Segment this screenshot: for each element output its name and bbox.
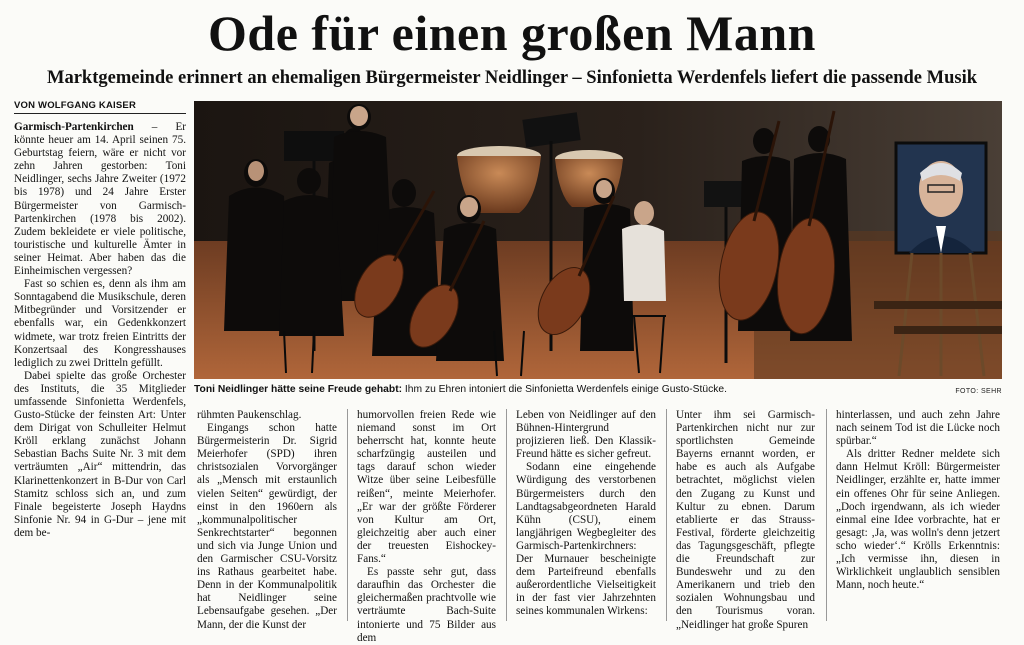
paragraph: Fast so schien es, denn als ihm am Sonntagabend die Musikschule, deren Mitbegründer und Vorsitzender er ebenfalls war, ein Gedenkkonzert widmete, war trotz freien Eintritts der Konzertsaal des Kongresshauses lediglich zu zwei Dritteln gefüllt. <box>14 278 186 369</box>
article-column-1 <box>14 121 186 621</box>
paragraph: – Er könnte heuer am 14. April seinen 75. Geburtstag feiern, wäre er nicht vor zehn Jahren gestorben: Toni Neidlinger, sechs Jahre Zweiter (1972 bis 1978) und 24 Jahre Erster Bürgermeister von Garmisch-Partenkirchen (1978 bis 2002). Zudem bekleidete er viele politische, touristische und kulturelle Ämter in seiner Heimat. Aber haben das die Einheimischen vergessen? <box>14 121 186 278</box>
paragraph: rühmten Paukenschlag. <box>197 409 302 421</box>
paragraph: Unter ihm sei Garmisch-Partenkirchen nicht nur zur sportlichsten Gemeinde Bayerns ernannt worden, er habe es auch als Aufgabe betrachtet, möglichst vielen den Zugang zu Kunst und Kultur zu ebnen. Darum etablierte er das Strauss-Festival, förderte gleichzeitig das Tagungsgeschäft, pflegte die Freundschaft zur Bundeswehr und zu den Amerikanern und trieb den sozialen Wohnungsbau und den Tourismus voran. „Neidlinger hat große Spuren <box>676 409 815 631</box>
paragraph: hinterlassen, und auch zehn Jahre nach seinem Tod ist die Lücke noch spürbar.“ <box>836 409 1000 448</box>
subheadline: Marktgemeinde erinnert an ehemaligen Bürgermeister Neidlinger – Sinfonietta Werdenfels liefert die passende Musik <box>46 68 978 88</box>
byline: VON WOLFGANG KAISER <box>14 100 186 114</box>
photo-credit: FOTO: SEHR <box>955 388 1002 395</box>
column-divider <box>347 409 348 621</box>
caption-lead: Toni Neidlinger hätte seine Freude gehabt: <box>194 384 403 395</box>
paragraph: Als dritter Redner meldete sich dann Helmut Kröll: Bürgermeister Neidlinger, erzählte er, hatte immer ein offenes Ohr für seine Anliegen. „Doch irgendwann, als ich wieder einmal eine Idee vorbrachte, hat er gesagt: ‚Ja, was wolln's denn jetzert scho wieder‘.“ Krölls Erkenntnis: „Ich vermisse ihn, diesen in Wirklichkeit unglaublich sensiblen Mann, noch heute.“ <box>836 448 1000 592</box>
article-column-5 <box>676 409 815 632</box>
photo-caption <box>194 382 1002 400</box>
orchestra-photo <box>194 101 1002 379</box>
article-column-4 <box>516 409 656 619</box>
paragraph: humorvollen freien Rede wie niemand sonst im Ort beherrscht hat, konnte heute scharfzüngig austeilen und tags darauf schon wieder Witze über seine Leibesfülle reißen“, meinte Meierhofer. „Er war der größte Förderer von Kultur am Ort, gleichzeitig aber auch einer der treuesten Eishockey-Fans.“ <box>357 409 496 566</box>
paragraph: Es passte sehr gut, dass daraufhin das Orchester die gleichermaßen prachtvolle wie verträumte Bach-Suite intonierte und 75 Bilder aus dem <box>357 566 496 644</box>
paragraph: Eingangs schon hatte Bürgermeisterin Dr. Sigrid Meierhofer (SPD) ihren christsozialen Vorvorgänger als „Mensch mit erstaunlich vielen Seiten“ gewürdigt, der einst in den 1960ern als „kommunalpolitischer Senkrechtstarter“ begonnen und sich via Junge Union und den Garmischer CSU-Vorsitz ins Rathaus gearbeitet habe. Denn in der Kommunalpolitik hat Neidlinger seine Lebensaufgabe gesehen. „Der Mann, der die Kunst der <box>197 422 337 631</box>
paragraph: Dabei spielte das große Orchester des Instituts, die 35 Mitglieder umfassende Sinfonietta Werdenfels, Gusto-Stücke der feinsten Art: Unter dem Dirigat von Schulleiter Helmut Kröll erklang zunächst Johann Sebastian Bachs Suite Nr. 3 mit dem verträumten „Air“ mittendrin, das Klarinettenkonzert in B-Dur von Carl Stamitz schloss sich an, und zum Finale begeisterte Joseph Haydns Sinfonie Nr. 94 in G-Dur – jene mit dem be- <box>14 369 186 539</box>
article-column-2 <box>197 409 337 632</box>
dateline-location: Garmisch-Partenkirchen <box>14 121 134 133</box>
column-divider <box>826 409 827 621</box>
caption-text: Ihm zu Ehren intoniert die Sinfonietta Werdenfels einige Gusto-Stücke. <box>402 384 727 395</box>
article-column-6 <box>836 409 1000 592</box>
photo-illustration <box>194 101 1002 379</box>
column-divider <box>506 409 507 621</box>
headline: Ode für einen großen Mann <box>208 5 816 61</box>
column-divider <box>666 409 667 621</box>
article-column-3 <box>357 409 496 645</box>
paragraph: Sodann eine eingehende Würdigung des verstorbenen Bürgermeisters durch den Landtagsabgeordneten Harald Kühn (CSU), einem langjährigen Wegbegleiter des Garmisch-Partenkirchners: Der Murnauer bescheinigte dem Parteifreund ebenfalls außerordentliche Vielseitigkeit in der fast vier Jahrzehnten seines kommunalen Wirkens: <box>516 461 656 618</box>
paragraph: Leben von Neidlinger auf den Bühnen-Hintergrund projizieren ließ. Den Klassik-Freund hätte es sicher gefreut. <box>516 409 656 461</box>
